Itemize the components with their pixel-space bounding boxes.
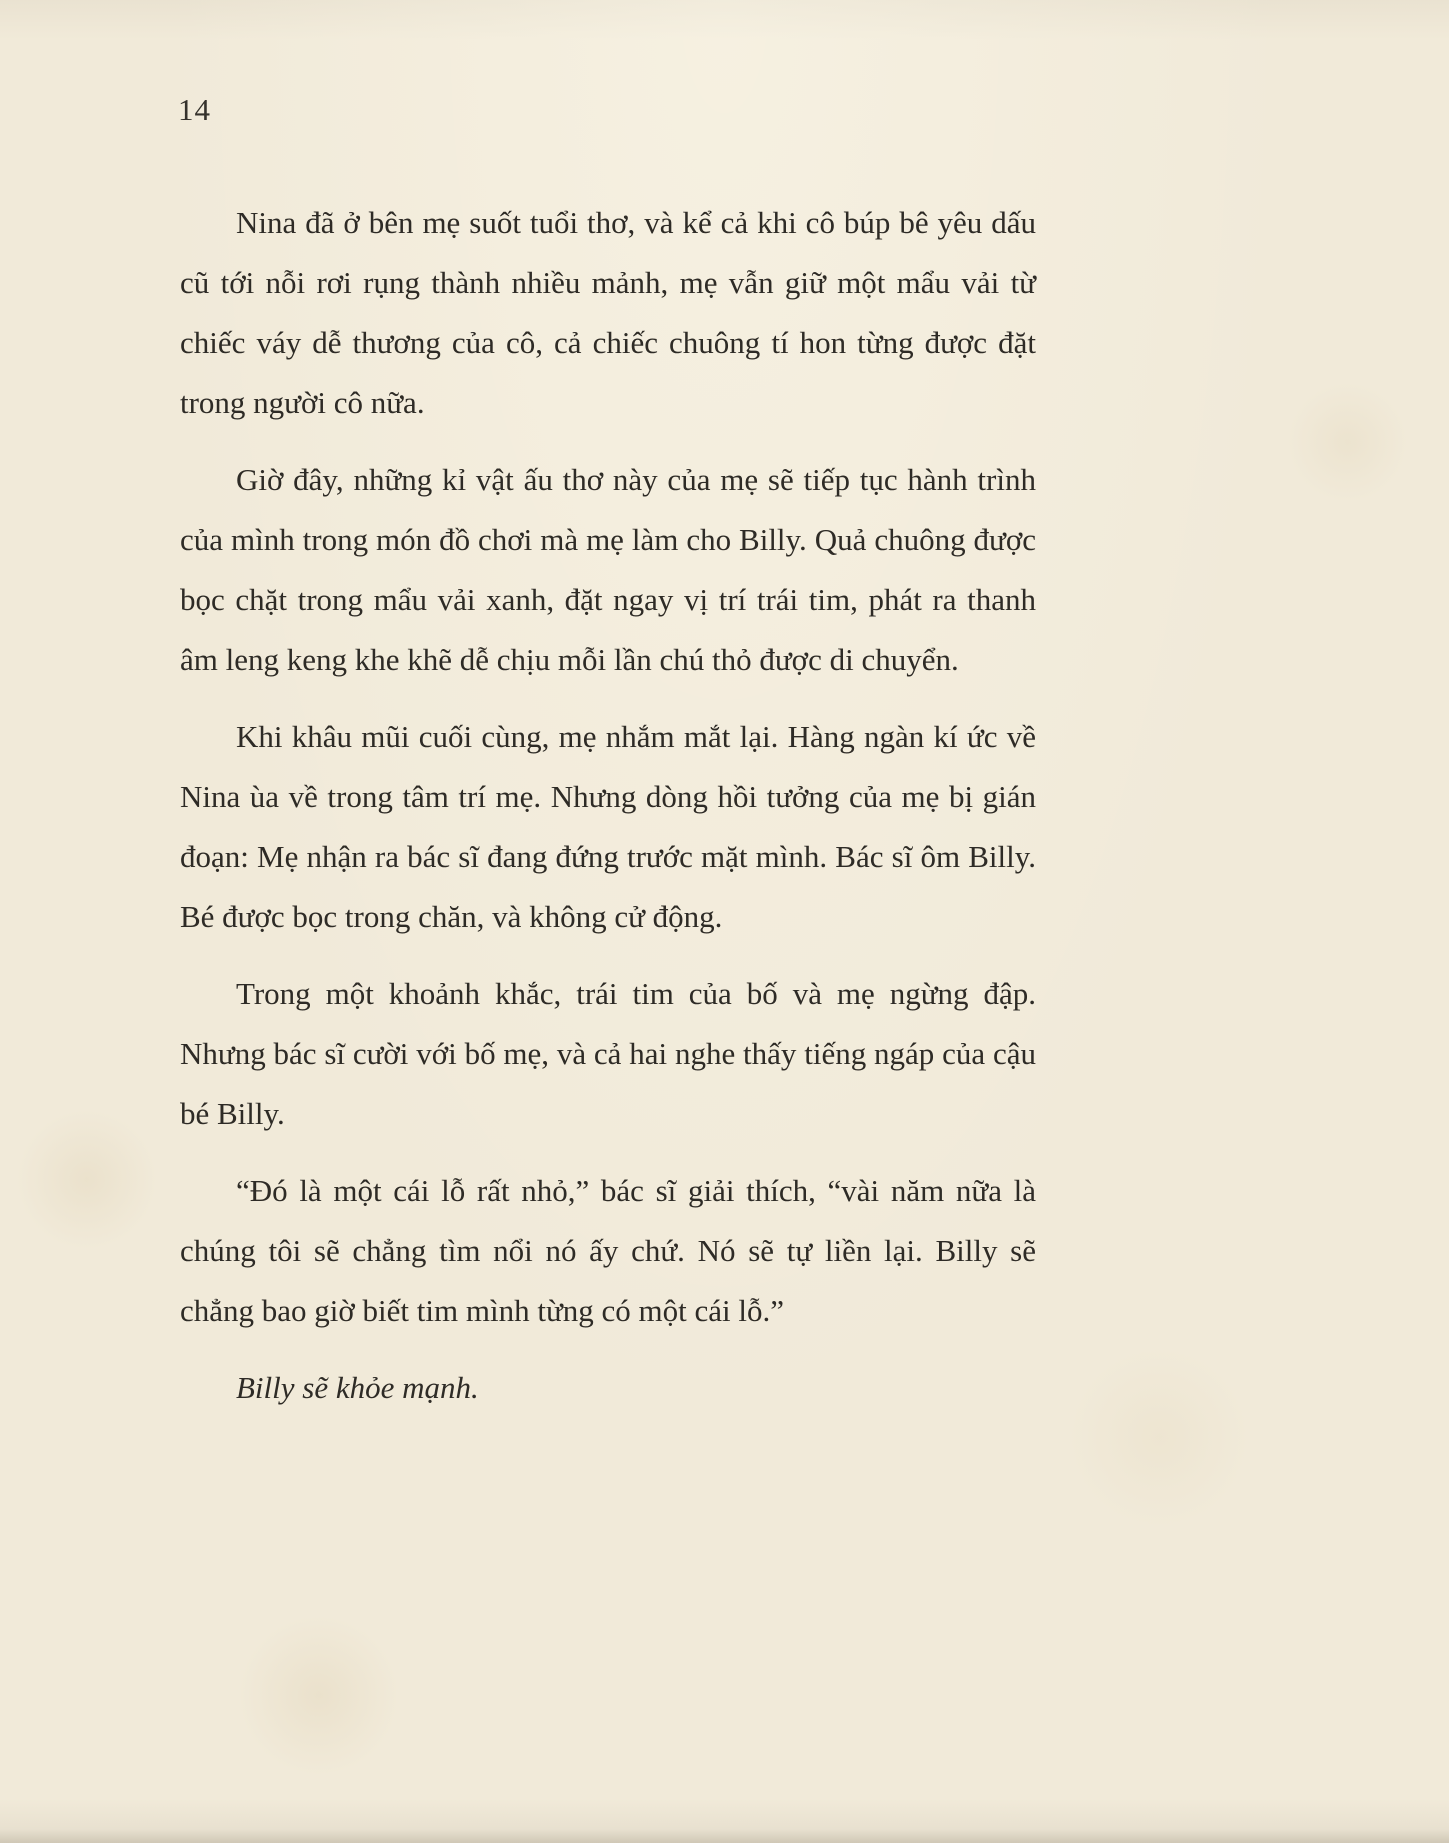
paragraph-6-closing-line: Billy sẽ khỏe mạnh. xyxy=(236,1370,479,1405)
paragraph-5: “Đó là một cái lỗ rất nhỏ,” bác sĩ giải thích, “vài năm nữa là chúng tôi sẽ chẳng tìm nổi nó ấy chứ. Nó sẽ tự liền lại. Billy sẽ chẳng bao giờ biết tim mình từng có một cái lỗ.” xyxy=(180,1173,1036,1328)
paragraph-4: Trong một khoảnh khắc, trái tim của bố và mẹ ngừng đập. Nhưng bác sĩ cười với bố mẹ, và cả hai nghe thấy tiếng ngáp của cậu bé Billy. xyxy=(180,976,1036,1131)
page-number: 14 xyxy=(178,92,211,127)
paragraph-1: Nina đã ở bên mẹ suốt tuổi thơ, và kể cả khi cô búp bê yêu dấu cũ tới nỗi rơi rụng thành nhiều mảnh, mẹ vẫn giữ một mẩu vải từ chiếc váy dễ thương của cô, cả chiếc chuông tí hon từng được đặt trong người cô nữa. xyxy=(180,205,1036,420)
text-block xyxy=(180,193,1036,1418)
paragraph-3: Khi khâu mũi cuối cùng, mẹ nhắm mắt lại. Hàng ngàn kí ức về Nina ùa về trong tâm trí mẹ. Nhưng dòng hồi tưởng của mẹ bị gián đoạn: Mẹ nhận ra bác sĩ đang đứng trước mặt mình. Bác sĩ ôm Billy. Bé được bọc trong chăn, và không cử động. xyxy=(180,719,1036,934)
paragraph-2: Giờ đây, những kỉ vật ấu thơ này của mẹ sẽ tiếp tục hành trình của mình trong món đồ chơi mà mẹ làm cho Billy. Quả chuông được bọc chặt trong mẩu vải xanh, đặt ngay vị trí trái tim, phát ra thanh âm leng keng khe khẽ dễ chịu mỗi lần chú thỏ được di chuyển. xyxy=(180,462,1036,677)
